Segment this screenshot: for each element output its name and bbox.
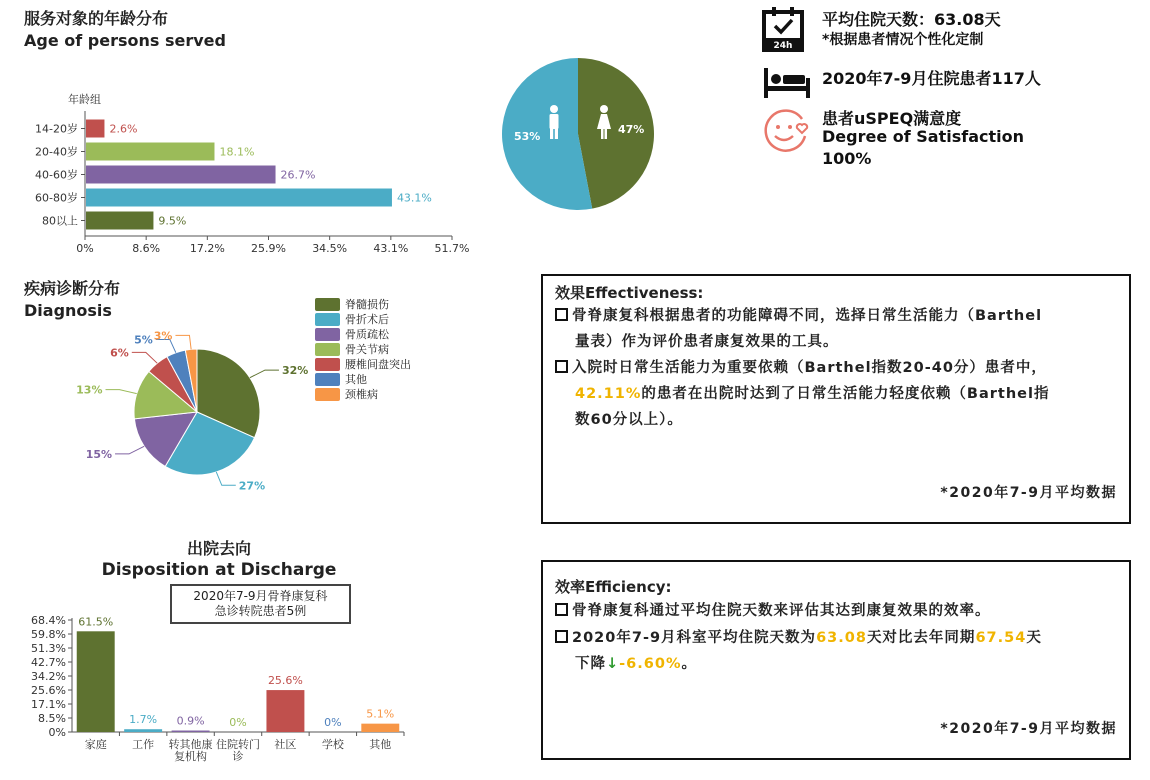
discharge-bar-value-label: 25.6% xyxy=(267,674,303,688)
diagnosis-pct-label: 5% xyxy=(134,333,153,347)
diagnosis-pct-label: 6% xyxy=(110,346,129,360)
diagnosis-label-leader xyxy=(216,472,236,485)
age-x-tick-label: 17.2% xyxy=(189,242,225,255)
diagnosis-legend-label: 颈椎病 xyxy=(345,388,378,401)
efficiency-value-lastyear: 67.54 xyxy=(975,630,1027,646)
discharge-title-cn: 出院去向 xyxy=(186,539,251,558)
discharge-y-tick-label: 0% xyxy=(48,726,66,739)
discharge-bar-value-label: 61.5% xyxy=(78,615,114,629)
diagnosis-legend-swatch xyxy=(315,343,340,356)
diagnosis-title-en: Diagnosis xyxy=(24,301,112,320)
discharge-bar-value-label: 0% xyxy=(324,716,342,729)
smiley-heart-icon xyxy=(762,106,812,156)
diagnosis-label-leader xyxy=(115,446,144,454)
discharge-y-tick-label: 17.1% xyxy=(31,698,66,711)
discharge-category-label: 学校 xyxy=(321,738,344,751)
age-x-tick-label: 34.5% xyxy=(312,242,348,255)
calendar-24h-text: 24h xyxy=(773,41,793,51)
age-axis-label: 年龄组 xyxy=(68,93,101,106)
diagnosis-legend-label: 脊髓损伤 xyxy=(345,298,389,311)
avg-stay-note: *根据患者情况个性化定制 xyxy=(822,32,984,48)
diagnosis-legend-label: 骨质疏松 xyxy=(345,328,389,341)
age-category-label: 40-60岁 xyxy=(35,168,78,182)
diagnosis-legend-label: 骨关节病 xyxy=(345,343,389,356)
discharge-bar xyxy=(361,724,399,732)
diagnosis-pct-label: 27% xyxy=(238,479,266,493)
age-category-label: 14-20岁 xyxy=(35,122,78,136)
checkbox-icon xyxy=(555,308,568,321)
diagnosis-label-leader xyxy=(250,370,279,378)
age-bar-value-label: 2.6% xyxy=(109,122,138,136)
efficiency-text-e: 。 xyxy=(681,656,697,672)
diagnosis-pct-label: 13% xyxy=(76,383,103,397)
discharge-y-tick-label: 8.5% xyxy=(38,712,66,725)
calendar-24h-icon xyxy=(762,6,806,52)
diagnosis-label-leader xyxy=(175,335,191,349)
female-pct-label: 47% xyxy=(618,123,645,136)
efficiency-text-c: 天 xyxy=(1026,630,1042,646)
efficiency-text-b: 天对比去年同期 xyxy=(866,630,976,646)
discharge-bar-value-label: 0% xyxy=(229,716,247,729)
effectiveness-item-1-line2: 量表）作为评价患者康复效果的工具。 xyxy=(575,334,839,350)
efficiency-note: *2020年7-9月平均数据 xyxy=(940,721,1117,737)
discharge-bar xyxy=(172,731,210,732)
age-title-cn: 服务对象的年龄分布 xyxy=(24,9,169,28)
age-bar xyxy=(86,166,276,184)
efficiency-item-1 xyxy=(555,598,1119,624)
efficiency-text-a: 2020年7-9月科室平均住院天数为 xyxy=(572,630,817,646)
age-category-label: 60-80岁 xyxy=(35,191,78,205)
effectiveness-item-2-line2: 的患者在出院时达到了日常生活能力轻度依赖（Barthel指 xyxy=(641,386,1050,402)
effectiveness-item-2-line1: 入院时日常生活能力为重要依赖（Barthel指数20-40分）患者中， xyxy=(572,360,1047,376)
male-pct-label: 53% xyxy=(514,130,541,143)
efficiency-value-change: -6.60% xyxy=(619,656,682,672)
age-bar xyxy=(86,143,214,161)
discharge-category-label: 工作 xyxy=(132,738,155,751)
bed-icon xyxy=(762,66,812,100)
discharge-y-tick-label: 42.7% xyxy=(31,656,66,669)
effectiveness-note: *2020年7-9月平均数据 xyxy=(940,485,1117,501)
discharge-bar-value-label: 5.1% xyxy=(366,707,395,721)
efficiency-text-d: 下降 xyxy=(575,656,606,672)
avg-stay-text: 平均住院天数：63.08天 xyxy=(822,10,1001,29)
discharge-title-en: Disposition at Discharge xyxy=(101,560,337,580)
discharge-y-tick-label: 68.4% xyxy=(31,614,66,627)
discharge-category-label: 住院转门诊 xyxy=(216,738,260,763)
discharge-category-label: 家庭 xyxy=(84,738,107,751)
effectiveness-item-1 xyxy=(555,303,1119,355)
diagnosis-pct-label: 3% xyxy=(153,329,173,343)
age-bar xyxy=(86,189,392,207)
effectiveness-item-1-line1: 骨脊康复科根据患者的功能障碍不同，选择日常生活能力（Barthel xyxy=(572,308,1043,324)
effectiveness-title: 效果Effectiveness: xyxy=(555,284,704,302)
diagnosis-label-leader xyxy=(132,352,157,363)
satisfaction-cn: 患者uSPEQ满意度 xyxy=(822,109,962,128)
diagnosis-legend-swatch xyxy=(315,388,340,401)
age-category-label: 20-40岁 xyxy=(35,145,78,159)
gender-pie-chart xyxy=(500,56,660,216)
discharge-bar-chart xyxy=(0,600,420,780)
diagnosis-pct-label: 15% xyxy=(85,447,113,461)
diagnosis-legend-label: 其他 xyxy=(345,373,367,386)
age-bar-value-label: 26.7% xyxy=(280,168,316,182)
efficiency-item-1-text: 骨脊康复科通过平均住院天数来评估其达到康复效果的效率。 xyxy=(572,603,991,619)
age-bar-value-label: 43.1% xyxy=(396,191,432,205)
discharge-bar-value-label: 1.7% xyxy=(129,713,158,727)
age-x-tick-label: 51.7% xyxy=(434,242,470,255)
satisfaction-en: Degree of Satisfaction xyxy=(822,127,1025,146)
discharge-bar xyxy=(77,631,115,732)
checkbox-icon xyxy=(555,630,568,643)
diagnosis-legend-swatch xyxy=(315,328,340,341)
age-x-tick-label: 25.9% xyxy=(251,242,286,255)
diagnosis-legend-swatch xyxy=(315,358,340,371)
diagnosis-legend-label: 腰椎间盘突出 xyxy=(345,358,411,371)
diagnosis-legend-swatch xyxy=(315,373,340,386)
age-bar xyxy=(86,120,104,138)
diagnosis-pct-label: 32% xyxy=(281,364,309,378)
diagnosis-label-leader xyxy=(106,390,137,394)
discharge-y-tick-label: 34.2% xyxy=(31,670,66,683)
discharge-bar-value-label: 0.9% xyxy=(176,714,205,728)
age-bar-value-label: 18.1% xyxy=(219,145,255,159)
patients-text: 2020年7-9月住院患者117人 xyxy=(822,69,1041,88)
age-x-tick-label: 43.1% xyxy=(373,242,409,255)
effectiveness-highlight: 42.11% xyxy=(575,386,642,402)
age-bar-chart xyxy=(0,85,480,260)
diagnosis-title-cn: 疾病诊断分布 xyxy=(24,279,121,298)
diagnosis-legend-swatch xyxy=(315,313,340,326)
checkbox-icon xyxy=(555,603,568,616)
satisfaction-value: 100% xyxy=(822,149,872,168)
age-x-tick-label: 0% xyxy=(76,242,94,255)
checkbox-icon xyxy=(555,360,568,373)
efficiency-title: 效率Efficiency: xyxy=(555,578,672,596)
discharge-note-line2: 急诊转院患者5例 xyxy=(214,604,307,618)
down-arrow-icon: ↓ xyxy=(606,656,620,672)
age-bar-value-label: 9.5% xyxy=(158,214,187,228)
discharge-category-label: 其他 xyxy=(369,738,392,751)
discharge-bar xyxy=(266,690,304,732)
discharge-category-label: 社区 xyxy=(274,738,297,751)
diagnosis-legend-label: 骨折术后 xyxy=(345,313,389,326)
discharge-y-tick-label: 51.3% xyxy=(31,642,66,655)
effectiveness-box xyxy=(541,274,1131,524)
discharge-bar xyxy=(124,729,162,732)
discharge-y-tick-label: 59.8% xyxy=(31,628,66,641)
efficiency-item-2 xyxy=(555,625,1119,677)
age-title-en: Age of persons served xyxy=(24,31,226,50)
efficiency-box xyxy=(541,560,1131,760)
age-x-tick-label: 8.6% xyxy=(132,242,161,255)
age-category-label: 80以上 xyxy=(42,214,78,228)
discharge-note-line1: 2020年7-9月骨脊康复科 xyxy=(193,589,328,603)
discharge-y-tick-label: 25.6% xyxy=(31,684,66,697)
effectiveness-item-2-line3: 数60分以上）。 xyxy=(575,412,683,428)
effectiveness-item-2 xyxy=(555,355,1119,433)
age-bar xyxy=(86,212,153,230)
diagnosis-legend-swatch xyxy=(315,298,340,311)
efficiency-value-current: 63.08 xyxy=(816,630,867,646)
discharge-category-label: 转其他康复机构 xyxy=(168,738,213,763)
